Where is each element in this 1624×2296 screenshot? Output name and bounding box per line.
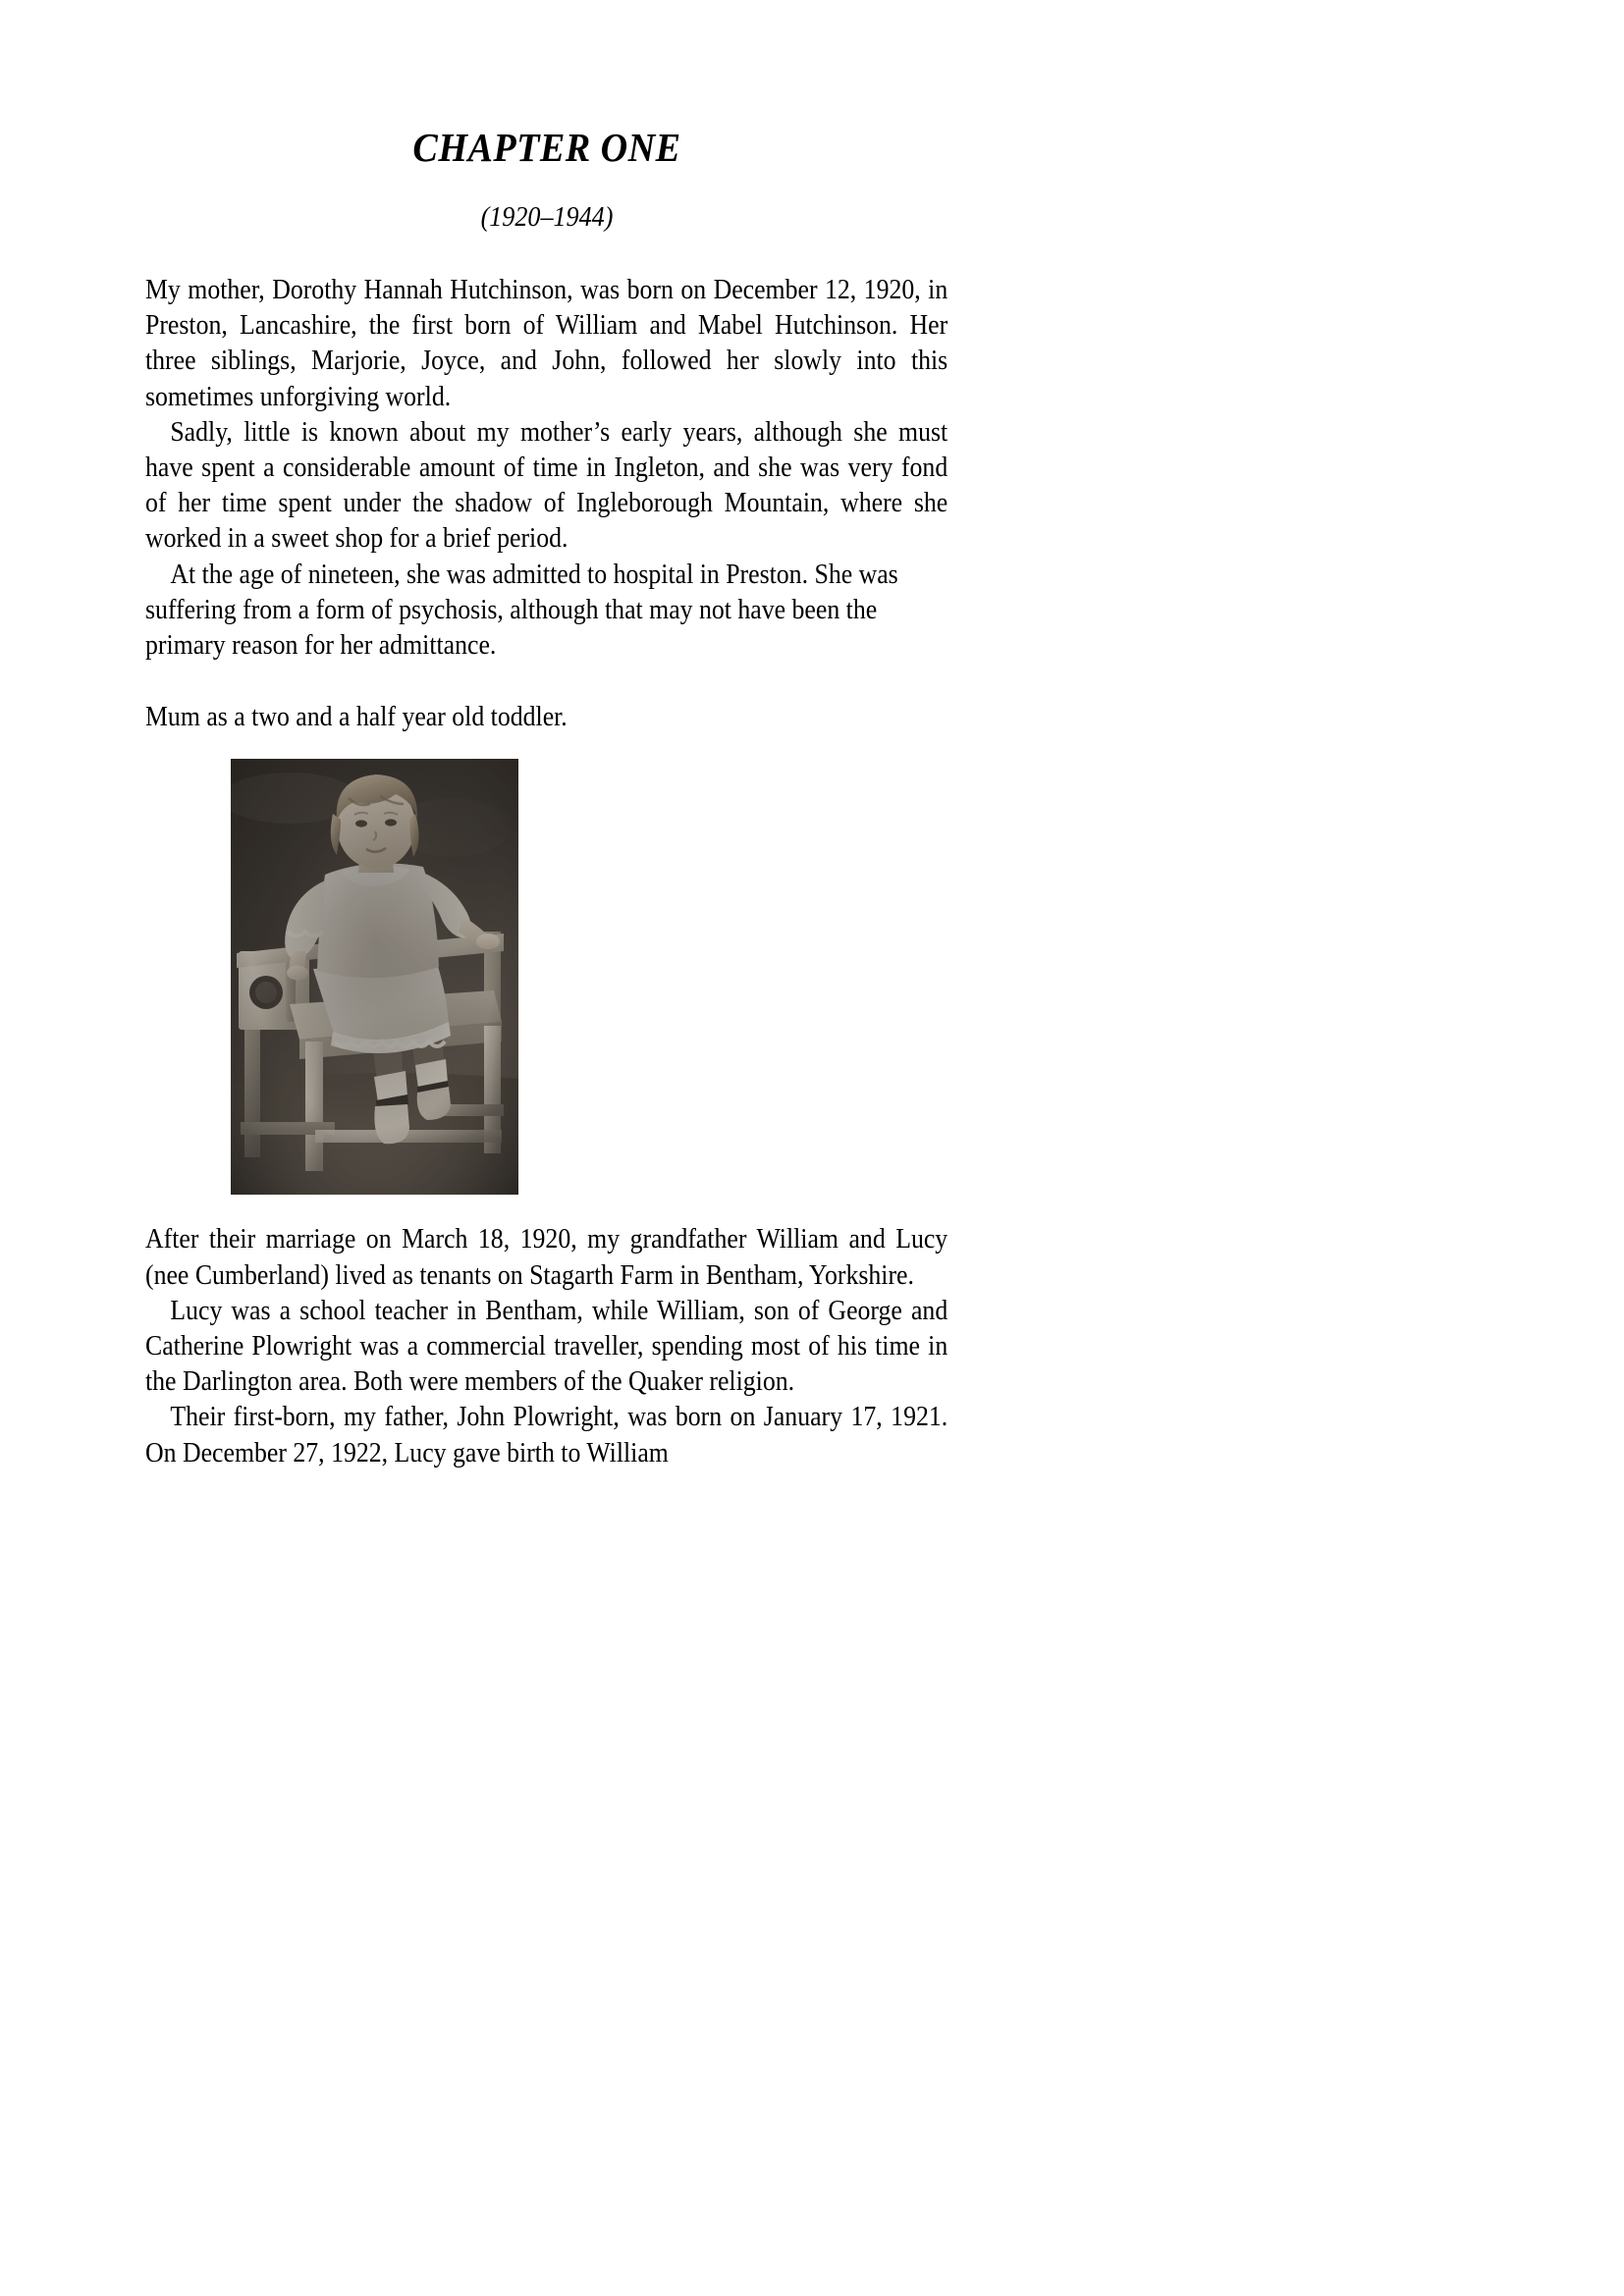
paragraph-1: My mother, Dorothy Hannah Hutchinson, was born on December 12, 1920, in Preston, Lancashire, the first born of William and Mabel Hutchinson. Her three siblings, Marjorie, Joyce, and John, followed her slowly into this sometimes unforgiving world.	[145, 274, 948, 412]
photo-figure	[231, 759, 518, 1195]
spacer	[145, 664, 948, 700]
body-text-block	[145, 234, 948, 1471]
photograph-image	[231, 759, 518, 1195]
page-content	[145, 0, 948, 1471]
paragraph-5: Lucy was a school teacher in Bentham, while William, son of George and Catherine Plowright was a commercial traveller, spending most of his time in the Darlington area. Both were members of the Quaker religion.	[145, 1295, 948, 1398]
spacer	[145, 1195, 948, 1222]
paragraph-6: Their first-born, my father, John Plowright, was born on January 17, 1921. On December 27, 1922, Lucy gave birth to William	[145, 1402, 948, 1468]
toddler-photograph	[231, 759, 518, 1195]
chapter-date-range: (1920–1944)	[480, 201, 614, 234]
photo-caption: Mum as a two and a half year old toddler.	[145, 702, 568, 733]
paragraph-3: At the age of nineteen, she was admitted to hospital in Preston. She was suffering from a form of psychosis, although that may not have been the primary reason for her admittance.	[145, 559, 898, 662]
page-title: CHAPTER ONE	[412, 125, 681, 170]
paragraph-4: After their marriage on March 18, 1920, my grandfather William and Lucy (nee Cumberland) lived as tenants on Stagarth Farm in Bentham, Yorkshire.	[145, 1224, 948, 1291]
paragraph-2: Sadly, little is known about my mother’s early years, although she must have spent a considerable amount of time in Ingleton, and she was very fond of her time spent under the shadow of Ingleborough Mountain, where she worked in a sweet shop for a brief period.	[145, 416, 948, 555]
